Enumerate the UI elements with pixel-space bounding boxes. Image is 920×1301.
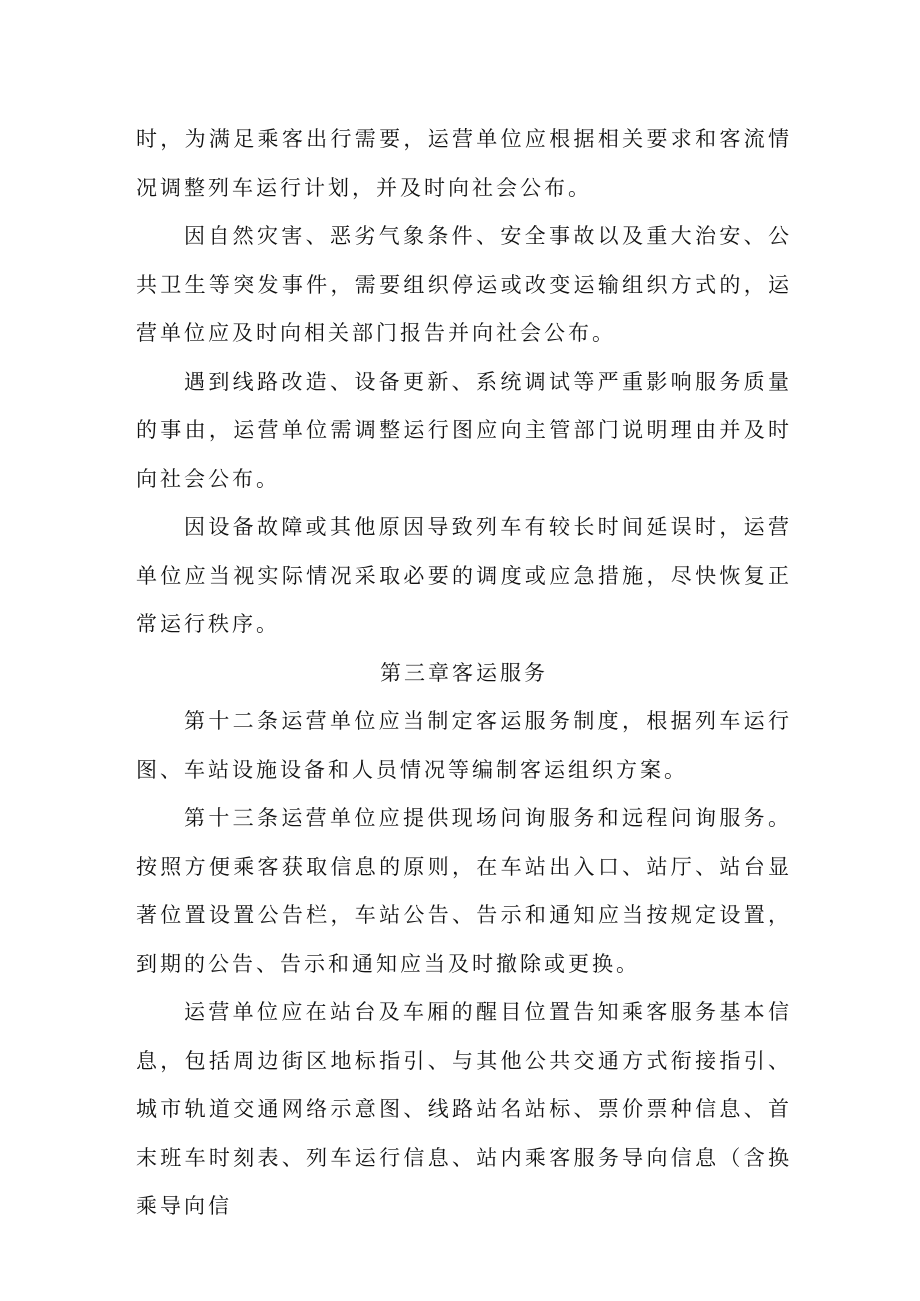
paragraph-emergency: 因自然灾害、恶劣气象条件、安全事故以及重大治安、公共卫生等突发事件，需要组织停运或改变运输组织方式的，运营单位应及时向相关部门报告并向社会公布。 [136, 224, 792, 345]
paragraph-line-renovation: 遇到线路改造、设备更新、系统调试等严重影响服务质量的事由，运营单位需调整运行图应向主管部门说明理由并及时向社会公布。 [136, 369, 792, 491]
paragraph-passenger-info: 运营单位应在站台及车厢的醒目位置告知乘客服务基本信息，包括周边街区地标指引、与其他公共交通方式衔接指引、城市轨道交通网络示意图、线路站名站标、票价票种信息、首末班车时刻表、列车运行信息、站内乘客服务导向信息（含换乘导向信 [136, 1000, 792, 1218]
chapter-title: 第三章客运服务 [380, 660, 548, 685]
article-13: 第十三条运营单位应提供现场问询服务和远程问询服务。按照方便乘客获取信息的原则，在车站出入口、站厅、站台显著位置设置公告栏，车站公告、告示和通知应当按规定设置，到期的公告、告示和通知应当及时撤除或更换。 [136, 806, 792, 976]
document-body [136, 115, 792, 1231]
paragraph-continuation: 时，为满足乘客出行需要，运营单位应根据相关要求和客流情况调整列车运行计划，并及时向社会公布。 [136, 127, 792, 200]
paragraph-delay: 因设备故障或其他原因导致列车有较长时间延误时，运营单位应当视实际情况采取必要的调度或应急措施，尽快恢复正常运行秩序。 [136, 515, 792, 636]
article-12: 第十二条运营单位应当制定客运服务制度，根据列车运行图、车站设施设备和人员情况等编制客运组织方案。 [136, 709, 792, 782]
